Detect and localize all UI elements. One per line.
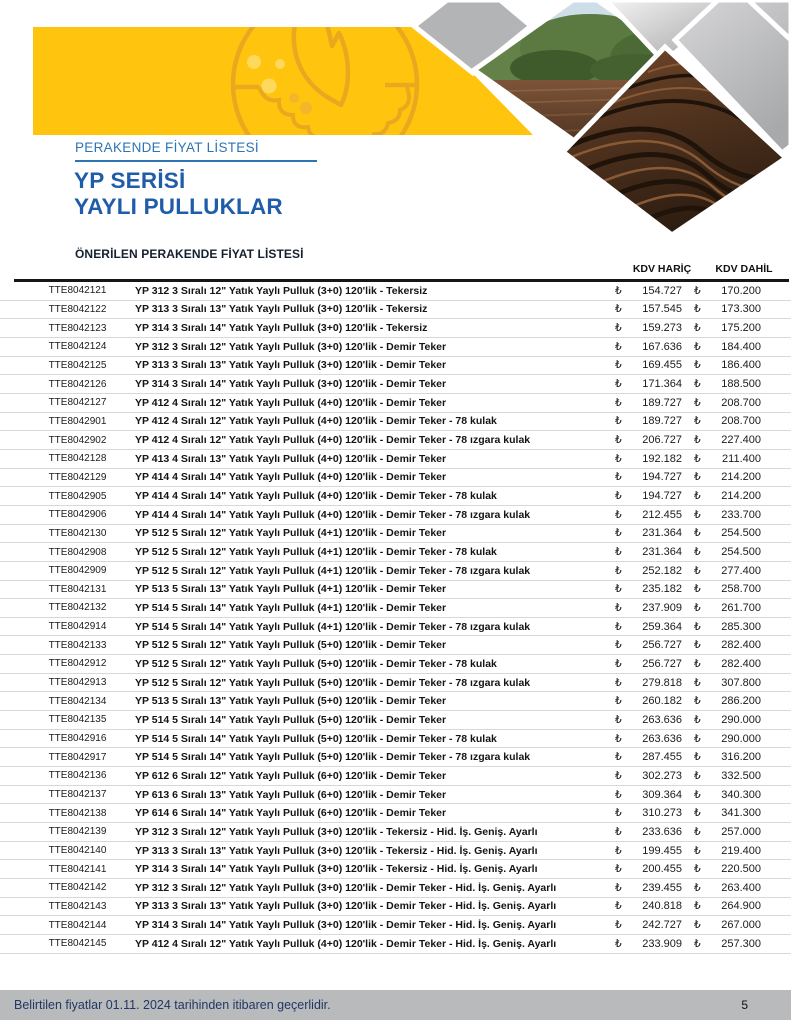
price-kdv-haric: 279.818 <box>642 676 682 689</box>
product-description: YP 512 5 Sıralı 12" Yatık Yaylı Pulluk (5+0) 120'lik - Demir Teker - 78 ızgara kulak <box>135 676 531 689</box>
lira-sign-gross: ₺ <box>694 303 701 316</box>
price-kdv-dahil: 219.400 <box>721 844 761 857</box>
price-kdv-dahil: 258.700 <box>721 583 761 596</box>
lira-sign-gross: ₺ <box>694 807 701 820</box>
product-description: YP 412 4 Sıralı 12" Yatık Yaylı Pulluk (4+0) 120'lik - Demir Teker - 78 ızgara kulak <box>135 434 531 447</box>
lira-sign-gross: ₺ <box>694 434 701 447</box>
lira-sign-gross: ₺ <box>694 919 701 932</box>
table-row <box>0 357 791 376</box>
table-row <box>0 748 791 767</box>
price-kdv-dahil: 208.700 <box>721 415 761 428</box>
lira-sign-gross: ₺ <box>694 676 701 689</box>
right-gray-diamond <box>675 0 791 153</box>
lira-sign-gross: ₺ <box>694 825 701 838</box>
product-code: TTE8042137 <box>48 789 107 801</box>
lira-sign-gross: ₺ <box>694 583 701 596</box>
product-code: TTE8042143 <box>48 900 107 912</box>
product-description: YP 312 3 Sıralı 12" Yatık Yaylı Pulluk (3+0) 120'lik - Demir Teker - Hid. İş. Geniş. Ayarlı <box>135 881 557 894</box>
product-code: TTE8042128 <box>48 453 107 465</box>
price-kdv-dahil: 254.500 <box>721 527 761 540</box>
price-kdv-dahil: 257.300 <box>721 937 761 950</box>
product-code: TTE8042909 <box>48 565 107 577</box>
product-description: YP 512 5 Sıralı 12" Yatık Yaylı Pulluk (4+1) 120'lik - Demir Teker <box>135 527 447 540</box>
lira-sign-gross: ₺ <box>694 863 701 876</box>
price-kdv-haric: 194.727 <box>642 490 682 503</box>
lira-sign-net: ₺ <box>615 676 622 689</box>
price-kdv-haric: 231.364 <box>642 527 682 540</box>
price-kdv-dahil: 332.500 <box>721 769 761 782</box>
product-description: YP 313 3 Sıralı 13" Yatık Yaylı Pulluk (3+0) 120'lik - Demir Teker - Hid. İş. Geniş. Ayarlı <box>135 900 557 913</box>
lira-sign-gross: ₺ <box>694 620 701 633</box>
product-code: TTE8042131 <box>48 583 107 595</box>
lira-sign-gross: ₺ <box>694 415 701 428</box>
product-description: YP 314 3 Sıralı 14" Yatık Yaylı Pulluk (3+0) 120'lik - Tekersiz <box>135 322 428 335</box>
price-kdv-haric: 167.636 <box>642 340 682 353</box>
lira-sign-gross: ₺ <box>694 396 701 409</box>
price-kdv-dahil: 316.200 <box>721 751 761 764</box>
lira-sign-net: ₺ <box>615 340 622 353</box>
price-kdv-haric: 189.727 <box>642 396 682 409</box>
table-row <box>0 431 791 450</box>
price-kdv-haric: 242.727 <box>642 919 682 932</box>
lira-sign-gross: ₺ <box>694 695 701 708</box>
price-kdv-haric: 169.455 <box>642 359 682 372</box>
table-row <box>0 786 791 805</box>
product-code: TTE8042901 <box>48 415 107 427</box>
price-kdv-haric: 237.909 <box>642 601 682 614</box>
price-kdv-haric: 200.455 <box>642 863 682 876</box>
product-description: YP 612 6 Sıralı 12" Yatık Yaylı Pulluk (6+0) 120'lik - Demir Teker <box>135 769 447 782</box>
lira-sign-gross: ₺ <box>694 881 701 894</box>
lira-sign-net: ₺ <box>615 452 622 465</box>
price-kdv-dahil: 340.300 <box>721 788 761 801</box>
seed-dots <box>247 55 312 114</box>
product-description: YP 414 4 Sıralı 14" Yatık Yaylı Pulluk (4+0) 120'lik - Demir Teker - 78 ızgara kulak <box>135 508 531 521</box>
price-kdv-haric: 189.727 <box>642 415 682 428</box>
price-kdv-dahil: 188.500 <box>721 378 761 391</box>
lira-sign-gross: ₺ <box>694 732 701 745</box>
price-kdv-haric: 256.727 <box>642 657 682 670</box>
lira-sign-net: ₺ <box>615 284 622 297</box>
price-kdv-haric: 233.909 <box>642 937 682 950</box>
product-code: TTE8042141 <box>48 863 107 875</box>
product-description: YP 412 4 Sıralı 12" Yatık Yaylı Pulluk (4+0) 120'lik - Demir Teker - Hid. İş. Geniş. Ayarlı <box>135 937 557 950</box>
price-kdv-dahil: 211.400 <box>722 452 761 465</box>
product-description: YP 514 5 Sıralı 14" Yatık Yaylı Pulluk (4+1) 120'lik - Demir Teker - 78 ızgara kulak <box>135 620 531 633</box>
price-kdv-haric: 159.273 <box>642 322 682 335</box>
product-description: YP 414 4 Sıralı 14" Yatık Yaylı Pulluk (4+0) 120'lik - Demir Teker <box>135 471 447 484</box>
product-code: TTE8042133 <box>48 639 107 651</box>
price-kdv-dahil: 263.400 <box>721 881 761 894</box>
product-code: TTE8042912 <box>48 658 107 670</box>
product-code: TTE8042138 <box>48 807 107 819</box>
lira-sign-net: ₺ <box>615 415 622 428</box>
list-subtitle: PERAKENDE FİYAT LİSTESİ <box>75 140 259 155</box>
table-row <box>0 469 791 488</box>
lira-sign-net: ₺ <box>615 490 622 503</box>
product-description: YP 314 3 Sıralı 14" Yatık Yaylı Pulluk (3+0) 120'lik - Demir Teker - Hid. İş. Geniş. Ayarlı <box>135 919 557 932</box>
price-kdv-dahil: 277.400 <box>721 564 761 577</box>
product-code: TTE8042142 <box>48 882 107 894</box>
product-code: TTE8042916 <box>48 733 107 745</box>
lira-sign-gross: ₺ <box>694 359 701 372</box>
price-kdv-haric: 154.727 <box>642 284 682 297</box>
lira-sign-gross: ₺ <box>694 471 701 484</box>
subtitle-underline <box>75 160 317 162</box>
product-code: TTE8042140 <box>48 845 107 857</box>
price-kdv-dahil: 184.400 <box>721 340 761 353</box>
lira-sign-gross: ₺ <box>694 508 701 521</box>
product-code: TTE8042129 <box>48 471 107 483</box>
product-description: YP 513 5 Sıralı 13" Yatık Yaylı Pulluk (4+1) 120'lik - Demir Teker <box>135 583 447 596</box>
price-kdv-dahil: 290.000 <box>721 732 761 745</box>
table-row <box>0 636 791 655</box>
table-row <box>0 730 791 749</box>
price-table-body <box>0 282 791 954</box>
page-title <box>74 168 283 220</box>
lira-sign-net: ₺ <box>615 769 622 782</box>
lira-sign-net: ₺ <box>615 434 622 447</box>
product-code: TTE8042905 <box>48 490 107 502</box>
price-kdv-haric: 302.273 <box>642 769 682 782</box>
price-kdv-haric: 231.364 <box>642 546 682 559</box>
price-kdv-haric: 212.455 <box>642 508 682 521</box>
lira-sign-gross: ₺ <box>694 490 701 503</box>
price-kdv-dahil: 254.500 <box>721 546 761 559</box>
table-row <box>0 767 791 786</box>
price-kdv-haric: 206.727 <box>642 434 682 447</box>
lira-sign-net: ₺ <box>615 881 622 894</box>
lira-sign-net: ₺ <box>615 396 622 409</box>
price-kdv-haric: 310.273 <box>642 807 682 820</box>
lira-sign-net: ₺ <box>615 546 622 559</box>
lira-sign-net: ₺ <box>615 900 622 913</box>
plowed-furrows-photo <box>550 40 791 240</box>
yellow-banner <box>33 27 553 135</box>
lira-sign-net: ₺ <box>615 508 622 521</box>
table-row <box>0 823 791 842</box>
lira-sign-gross: ₺ <box>694 769 701 782</box>
price-kdv-dahil: 282.400 <box>721 657 761 670</box>
price-kdv-dahil: 233.700 <box>721 508 761 521</box>
validity-note: Belirtilen fiyatlar 01.11. 2024 tarihinden itibaren geçerlidir. <box>14 998 331 1012</box>
price-kdv-dahil: 307.800 <box>721 676 761 689</box>
product-code: TTE8042908 <box>48 546 107 558</box>
product-code: TTE8042122 <box>48 303 107 315</box>
product-code: TTE8042123 <box>48 322 107 334</box>
lira-sign-gross: ₺ <box>694 844 701 857</box>
lira-sign-net: ₺ <box>615 732 622 745</box>
lira-sign-gross: ₺ <box>694 284 701 297</box>
light-gray-diamond <box>606 0 738 62</box>
product-description: YP 613 6 Sıralı 13" Yatık Yaylı Pulluk (6+0) 120'lik - Demir Teker <box>135 788 447 801</box>
lira-sign-net: ₺ <box>615 937 622 950</box>
page-number: 5 <box>741 998 748 1012</box>
price-kdv-dahil: 341.300 <box>721 807 761 820</box>
lira-sign-net: ₺ <box>615 825 622 838</box>
price-kdv-dahil: 173.300 <box>721 303 761 316</box>
product-description: YP 313 3 Sıralı 13" Yatık Yaylı Pulluk (3+0) 120'lik - Tekersiz <box>135 303 428 316</box>
price-kdv-dahil: 257.000 <box>721 825 761 838</box>
price-kdv-haric: 199.455 <box>642 844 682 857</box>
product-description: YP 514 5 Sıralı 14" Yatık Yaylı Pulluk (5+0) 120'lik - Demir Teker - 78 kulak <box>135 732 497 745</box>
table-row <box>0 375 791 394</box>
product-description: YP 314 3 Sıralı 14" Yatık Yaylı Pulluk (3+0) 120'lik - Demir Teker <box>135 378 447 391</box>
product-description: YP 614 6 Sıralı 14" Yatık Yaylı Pulluk (6+0) 120'lik - Demir Teker <box>135 807 447 820</box>
product-code: TTE8042127 <box>48 397 107 409</box>
price-kdv-haric: 287.455 <box>642 751 682 764</box>
table-row <box>0 842 791 861</box>
price-kdv-haric: 233.636 <box>642 825 682 838</box>
product-code: TTE8042917 <box>48 751 107 763</box>
price-kdv-haric: 157.545 <box>642 303 682 316</box>
price-kdv-dahil: 186.400 <box>721 359 761 372</box>
page-title-line2: YAYLI PULLUKLAR <box>74 194 283 219</box>
lira-sign-net: ₺ <box>615 863 622 876</box>
lira-sign-gross: ₺ <box>694 340 701 353</box>
column-header-kdv-haric: KDV HARİÇ <box>632 263 692 275</box>
gray-diamond <box>414 0 531 73</box>
table-row <box>0 674 791 693</box>
product-description: YP 514 5 Sıralı 14" Yatık Yaylı Pulluk (4+1) 120'lik - Demir Teker <box>135 601 447 614</box>
lira-sign-net: ₺ <box>615 788 622 801</box>
lira-sign-gross: ₺ <box>694 564 701 577</box>
price-kdv-haric: 192.182 <box>642 452 682 465</box>
lira-sign-net: ₺ <box>615 695 622 708</box>
table-row <box>0 692 791 711</box>
table-row <box>0 935 791 954</box>
section-title: ÖNERİLEN PERAKENDE FİYAT LİSTESİ <box>75 247 304 261</box>
table-row <box>0 916 791 935</box>
table-row <box>0 581 791 600</box>
product-description: YP 512 5 Sıralı 12" Yatık Yaylı Pulluk (5+0) 120'lik - Demir Teker - 78 kulak <box>135 657 497 670</box>
lira-sign-gross: ₺ <box>694 378 701 391</box>
lira-sign-gross: ₺ <box>694 639 701 652</box>
product-description: YP 313 3 Sıralı 13" Yatık Yaylı Pulluk (3+0) 120'lik - Demir Teker <box>135 359 447 372</box>
price-kdv-haric: 171.364 <box>642 378 682 391</box>
price-kdv-haric: 194.727 <box>642 471 682 484</box>
product-code: TTE8042144 <box>48 919 107 931</box>
price-kdv-haric: 240.818 <box>642 900 682 913</box>
table-row <box>0 301 791 320</box>
lira-sign-gross: ₺ <box>694 601 701 614</box>
trees-field-photo <box>465 0 710 150</box>
lira-sign-net: ₺ <box>615 471 622 484</box>
table-row <box>0 506 791 525</box>
grain-plow-watermark-icon <box>33 27 553 135</box>
product-description: YP 313 3 Sıralı 13" Yatık Yaylı Pulluk (3+0) 120'lik - Tekersiz - Hid. İş. Geniş. Ayarlı <box>135 844 538 857</box>
product-description: YP 514 5 Sıralı 14" Yatık Yaylı Pulluk (5+0) 120'lik - Demir Teker <box>135 713 447 726</box>
table-row <box>0 599 791 618</box>
product-description: YP 512 5 Sıralı 12" Yatık Yaylı Pulluk (4+1) 120'lik - Demir Teker - 78 kulak <box>135 546 497 559</box>
product-code: TTE8042913 <box>48 677 107 689</box>
table-row <box>0 543 791 562</box>
price-kdv-haric: 256.727 <box>642 639 682 652</box>
product-code: TTE8042132 <box>48 602 107 614</box>
price-kdv-haric: 259.364 <box>642 620 682 633</box>
table-row <box>0 525 791 544</box>
price-kdv-haric: 260.182 <box>642 695 682 708</box>
product-code: TTE8042126 <box>48 378 107 390</box>
price-kdv-dahil: 290.000 <box>721 713 761 726</box>
price-kdv-dahil: 220.500 <box>721 863 761 876</box>
product-description: YP 312 3 Sıralı 12" Yatık Yaylı Pulluk (3+0) 120'lik - Tekersiz - Hid. İş. Geniş. Ayarlı <box>135 825 538 838</box>
product-code: TTE8042130 <box>48 527 107 539</box>
product-code: TTE8042136 <box>48 770 107 782</box>
table-row <box>0 711 791 730</box>
lira-sign-gross: ₺ <box>694 657 701 670</box>
price-kdv-dahil: 227.400 <box>721 434 761 447</box>
lira-sign-net: ₺ <box>615 359 622 372</box>
product-code: TTE8042125 <box>48 359 107 371</box>
lira-sign-gross: ₺ <box>694 900 701 913</box>
product-description: YP 414 4 Sıralı 14" Yatık Yaylı Pulluk (4+0) 120'lik - Demir Teker - 78 kulak <box>135 490 497 503</box>
product-description: YP 514 5 Sıralı 14" Yatık Yaylı Pulluk (5+0) 120'lik - Demir Teker - 78 ızgara kulak <box>135 751 531 764</box>
price-kdv-haric: 235.182 <box>642 583 682 596</box>
product-code: TTE8042902 <box>48 434 107 446</box>
product-description: YP 412 4 Sıralı 12" Yatık Yaylı Pulluk (4+0) 120'lik - Demir Teker - 78 kulak <box>135 415 497 428</box>
lira-sign-net: ₺ <box>615 713 622 726</box>
lira-sign-net: ₺ <box>615 322 622 335</box>
table-row <box>0 618 791 637</box>
table-row <box>0 487 791 506</box>
price-kdv-haric: 252.182 <box>642 564 682 577</box>
table-row <box>0 562 791 581</box>
product-code: TTE8042906 <box>48 509 107 521</box>
lira-sign-gross: ₺ <box>694 546 701 559</box>
column-header-kdv-dahil: KDV DAHİL <box>715 263 773 275</box>
price-kdv-haric: 239.455 <box>642 881 682 894</box>
lira-sign-gross: ₺ <box>694 322 701 335</box>
lira-sign-net: ₺ <box>615 583 622 596</box>
product-code: TTE8042124 <box>48 341 107 353</box>
product-code: TTE8042914 <box>48 621 107 633</box>
footer-bar <box>0 990 791 1020</box>
lira-sign-net: ₺ <box>615 564 622 577</box>
product-description: YP 312 3 Sıralı 12" Yatık Yaylı Pulluk (3+0) 120'lik - Tekersiz <box>135 284 428 297</box>
product-description: YP 314 3 Sıralı 14" Yatık Yaylı Pulluk (3+0) 120'lik - Tekersiz - Hid. İş. Geniş. Ayarlı <box>135 863 538 876</box>
price-kdv-haric: 263.636 <box>642 732 682 745</box>
product-description: YP 512 5 Sıralı 12" Yatık Yaylı Pulluk (4+1) 120'lik - Demir Teker - 78 ızgara kulak <box>135 564 531 577</box>
product-code: TTE8042121 <box>48 285 107 297</box>
lira-sign-net: ₺ <box>615 527 622 540</box>
product-description: YP 412 4 Sıralı 12" Yatık Yaylı Pulluk (4+0) 120'lik - Demir Teker <box>135 396 447 409</box>
price-kdv-dahil: 214.200 <box>721 471 761 484</box>
lira-sign-net: ₺ <box>615 601 622 614</box>
price-kdv-dahil: 170.200 <box>721 284 761 297</box>
price-kdv-dahil: 261.700 <box>721 601 761 614</box>
lira-sign-net: ₺ <box>615 807 622 820</box>
lira-sign-gross: ₺ <box>694 452 701 465</box>
table-row <box>0 450 791 469</box>
price-kdv-dahil: 282.400 <box>721 639 761 652</box>
table-row <box>0 319 791 338</box>
lira-sign-gross: ₺ <box>694 713 701 726</box>
table-row <box>0 413 791 432</box>
price-kdv-dahil: 214.200 <box>721 490 761 503</box>
price-kdv-dahil: 208.700 <box>721 396 761 409</box>
product-code: TTE8042134 <box>48 695 107 707</box>
table-row <box>0 898 791 917</box>
product-description: YP 512 5 Sıralı 12" Yatık Yaylı Pulluk (5+0) 120'lik - Demir Teker <box>135 639 447 652</box>
product-description: YP 312 3 Sıralı 12" Yatık Yaylı Pulluk (3+0) 120'lik - Demir Teker <box>135 340 447 353</box>
lira-sign-net: ₺ <box>615 844 622 857</box>
product-code: TTE8042145 <box>48 938 107 950</box>
table-row <box>0 804 791 823</box>
lira-sign-gross: ₺ <box>694 788 701 801</box>
table-row <box>0 860 791 879</box>
price-kdv-haric: 263.636 <box>642 713 682 726</box>
product-code: TTE8042139 <box>48 826 107 838</box>
table-row <box>0 879 791 898</box>
price-kdv-dahil: 267.000 <box>721 919 761 932</box>
lira-sign-net: ₺ <box>615 378 622 391</box>
table-row <box>0 394 791 413</box>
page-title-line1: YP SERİSİ <box>74 168 186 193</box>
price-kdv-haric: 309.364 <box>642 788 682 801</box>
price-kdv-dahil: 286.200 <box>721 695 761 708</box>
product-description: YP 513 5 Sıralı 13" Yatık Yaylı Pulluk (5+0) 120'lik - Demir Teker <box>135 695 447 708</box>
product-code: TTE8042135 <box>48 714 107 726</box>
lira-sign-net: ₺ <box>615 919 622 932</box>
lira-sign-gross: ₺ <box>694 751 701 764</box>
table-row <box>0 655 791 674</box>
lira-sign-net: ₺ <box>615 657 622 670</box>
lira-sign-gross: ₺ <box>694 527 701 540</box>
product-description: YP 413 4 Sıralı 13" Yatık Yaylı Pulluk (4+0) 120'lik - Demir Teker <box>135 452 447 465</box>
lira-sign-net: ₺ <box>615 639 622 652</box>
lira-sign-gross: ₺ <box>694 937 701 950</box>
lira-sign-net: ₺ <box>615 751 622 764</box>
price-kdv-dahil: 175.200 <box>721 322 761 335</box>
price-kdv-dahil: 264.900 <box>721 900 761 913</box>
lira-sign-net: ₺ <box>615 620 622 633</box>
price-kdv-dahil: 285.300 <box>721 620 761 633</box>
table-row <box>0 338 791 357</box>
table-row <box>0 282 791 301</box>
lira-sign-net: ₺ <box>615 303 622 316</box>
